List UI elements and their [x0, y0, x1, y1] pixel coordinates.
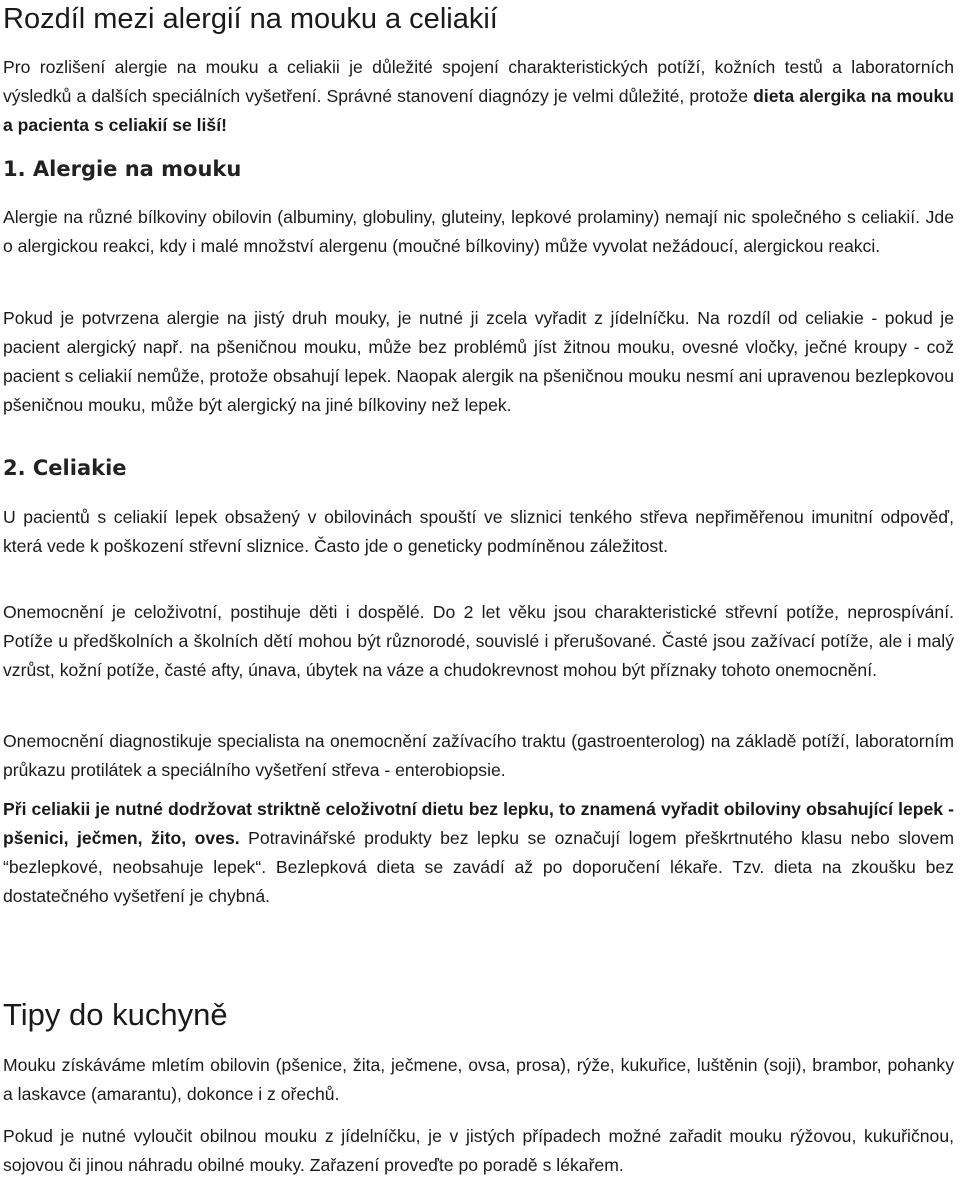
allergy-paragraph-2: Pokud je potvrzena alergie na jistý druh mouky, je nutné ji zcela vyřadit z jídelníčku. Na rozdíl od celiakie - pokud je pacient alergický např. na pšeničnou mouku, může bez problémů jíst žitnou mouku, ovesné vločky, ječné kroupy - což pacient s celiakií nemůže, protože obsahují lepek. Naopak alergik na pšeničnou mouku nesmí ani upravenou bezlepkovou pšeničnou mouku, může být alergický na jiné bílkoviny než lepek. — [3, 308, 954, 415]
intro-emphasis: dieta alergika na mouku a pacienta s celiakií se liší! — [3, 86, 954, 135]
page-title: Rozdíl mezi alergií na mouku a celiakií — [3, 3, 498, 35]
tips-paragraph-1: Mouku získáváme mletím obilovin (pšenice, žita, ječmene, ovsa, prosa), rýže, kukuřice, luštěnin (soji), brambor, pohanky a laskavce (amarantu), dokonce i z ořechů. — [3, 1055, 954, 1104]
celiac-diet-emphasis: Při celiakii je nutné dodržovat striktně celoživotní dietu bez lepku, to znamená vyřadit obiloviny obsahující lepek - pšenici, ječmen, žito, oves. — [3, 799, 954, 848]
celiac-diet-text: Potravinářské produkty bez lepku se označují logem přeškrtnutého klasu nebo slovem “bezlepkové, neobsahuje lepek“. Bezlepková dieta se zavádí až po doporučení lékaře. Tzv. dieta na zkoušku bez dostatečného vyšetření je chybná. — [3, 828, 954, 906]
tips-paragraph-2: Pokud je nutné vyloučit obilnou mouku z jídelníčku, je v jistých případech možné zařadit mouku rýžovou, kukuřičnou, sojovou či jinou náhradu obilné mouky. Zařazení proveďte po poradě s lékařem. — [3, 1126, 954, 1175]
section-heading-celiac: 2. Celiakie — [3, 456, 127, 480]
intro-paragraph — [3, 53, 954, 140]
section-heading-allergy: 1. Alergie na mouku — [3, 157, 242, 181]
celiac-paragraph-2: Onemocnění je celoživotní, postihuje děti i dospělé. Do 2 let věku jsou charakteristické střevní potíže, neprospívání. Potíže u předškolních a školních dětí mohou být různorodé, souvislé i přerušované. Časté jsou zažívací potíže, ale i malý vzrůst, kožní potíže, časté afty, únava, úbytek na váze a chudokrevnost mohou být příznaky tohoto onemocnění. — [3, 602, 954, 680]
intro-text: Pro rozlišení alergie na mouku a celiakii je důležité spojení charakteristických potíží, kožních testů a laboratorních výsledků a dalších speciálních vyšetření. Správné stanovení diagnózy je velmi důležité, protože — [3, 57, 954, 106]
celiac-paragraph-3: Onemocnění diagnostikuje specialista na onemocnění zažívacího traktu (gastroenterolog) na základě potíží, laboratorním průkazu protilátek a speciálního vyšetření střeva - enterobiopsie. — [3, 731, 954, 780]
allergy-paragraph-1: Alergie na různé bílkoviny obilovin (albuminy, globuliny, gluteiny, lepkové prolaminy) nemají nic společného s celiakií. Jde o alergickou reakci, kdy i malé množství alergenu (moučné bílkoviny) může vyvolat nežádoucí, alergickou reakci. — [3, 207, 954, 256]
celiac-paragraph-4 — [3, 795, 954, 911]
celiac-paragraph-1: U pacientů s celiakií lepek obsažený v obilovinách spouští ve sliznici tenkého střeva nepřiměřenou imunitní odpověď, která vede k poškození střevní sliznice. Často jde o geneticky podmíněnou záležitost. — [3, 507, 954, 556]
section-heading-tips: Tipy do kuchyně — [3, 997, 228, 1032]
